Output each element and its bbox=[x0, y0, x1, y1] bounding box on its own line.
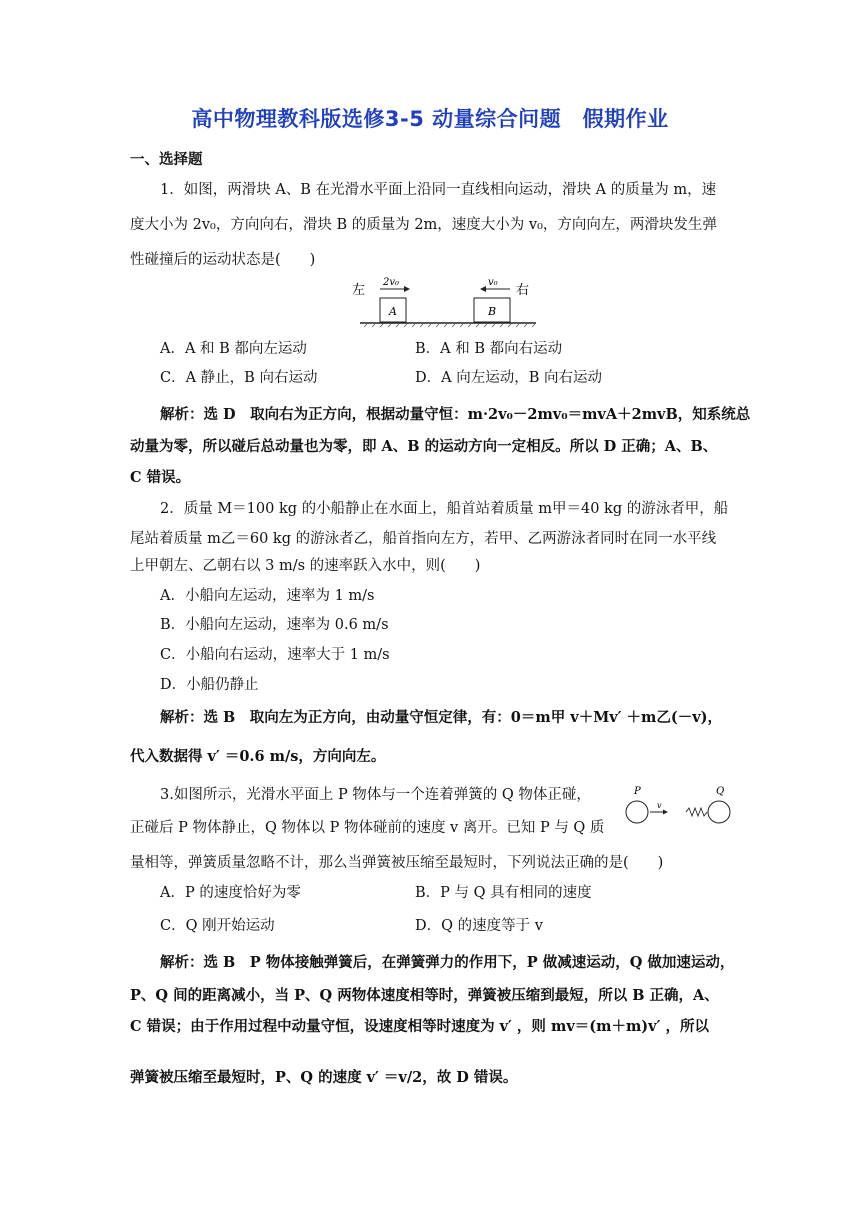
q3-text-line: 3.如图所示，光滑水平面上 P 物体与一个连着弹簧的 Q 物体正碰， bbox=[160, 787, 591, 803]
velocity-label: v bbox=[657, 801, 662, 810]
q2-option-c: C．小船向右运动，速率大于 1 m/s bbox=[160, 647, 390, 663]
q1-figure bbox=[350, 272, 550, 332]
q2-solution-line: 代入数据得 v′ ＝0.6 m/s，方向向左。 bbox=[130, 748, 386, 765]
q3-figure bbox=[620, 784, 740, 834]
label-p: P bbox=[634, 786, 641, 797]
q2-option-b: B．小船向左运动，速率为 0.6 m/s bbox=[160, 617, 389, 633]
block-b-label: B bbox=[488, 305, 497, 318]
q3-text-line: 量相等，弹簧质量忽略不计，那么当弹簧被压缩至最短时，下列说法正确的是( ) bbox=[130, 855, 664, 871]
q1-option-b: B．A 和 B 都向右运动 bbox=[415, 341, 563, 357]
q1-option-d: D．A 向左运动，B 向右运动 bbox=[415, 370, 602, 386]
block-a-label: A bbox=[389, 305, 397, 318]
q1-text-line: 度大小为 2v₀，方向向右，滑块 B 的质量为 2m，速度大小为 v₀，方向向左，两滑块发生弹 bbox=[130, 217, 717, 233]
q1-solution-line: 动量为零，所以碰后总动量也为零，即 A、B 的运动方向一定相反。所以 D 正确；A、B、 bbox=[130, 438, 718, 455]
q3-solution-line: 解析：选 B P 物体接触弹簧后，在弹簧弹力的作用下，P 做减速运动，Q 做加速运动， bbox=[160, 954, 735, 971]
q3-option-c: C．Q 刚开始运动 bbox=[160, 918, 275, 934]
q3-solution-line: P、Q 间的距离减小，当 P、Q 两物体速度相等时，弹簧被压缩到最短，所以 B 正确，A、 bbox=[130, 987, 719, 1004]
object-q bbox=[708, 801, 730, 823]
spring bbox=[686, 808, 707, 816]
q3-solution-line: C 错误；由于作用过程中动量守恒，设速度相等时速度为 v′ ，则 mv＝(m＋m)v′ ，所以 bbox=[130, 1018, 709, 1035]
label-right: 右 bbox=[516, 283, 530, 298]
q2-solution-line: 解析：选 B 取向左为正方向，由动量守恒定律，有：0＝m甲 v＋Mv′ ＋m乙(－v)， bbox=[160, 709, 723, 726]
q1-text-line: 性碰撞后的运动状态是( ) bbox=[130, 252, 316, 268]
object-p bbox=[626, 801, 648, 823]
q3-option-b: B．P 与 Q 具有相同的速度 bbox=[415, 885, 592, 901]
q1-option-a: A．A 和 B 都向左运动 bbox=[160, 341, 307, 357]
page-title: 高中物理教科版选修3-5 动量综合问题 假期作业 bbox=[191, 107, 669, 131]
label-q: Q bbox=[716, 786, 725, 797]
label-left: 左 bbox=[352, 283, 366, 298]
q2-option-d: D．小船仍静止 bbox=[160, 677, 259, 693]
velocity-b-label: v₀ bbox=[488, 277, 498, 288]
q2-text-line: 2．质量 M＝100 kg 的小船静止在水面上，船首站着质量 m甲＝40 kg 的游泳者甲，船 bbox=[160, 501, 729, 517]
q1-option-c: C．A 静止，B 向右运动 bbox=[160, 370, 318, 386]
q2-option-a: A．小船向左运动，速率为 1 m/s bbox=[160, 588, 375, 604]
section-heading: 一、选择题 bbox=[130, 152, 203, 168]
velocity-a-label: 2v₀ bbox=[383, 277, 400, 288]
q3-text-line: 正碰后 P 物体静止，Q 物体以 P 物体碰前的速度 v 离开。已知 P 与 Q 质 bbox=[130, 820, 605, 836]
q1-text-line: 1．如图，两滑块 A、B 在光滑水平面上沿同一直线相向运动，滑块 A 的质量为 m，速 bbox=[160, 182, 717, 198]
q1-solution-line: 解析：选 D 取向右为正方向，根据动量守恒：m·2v₀－2mv₀＝mvA＋2mvB，知系统总 bbox=[160, 406, 751, 423]
q3-solution-line: 弹簧被压缩至最短时，P、Q 的速度 v′ ＝v/2，故 D 错误。 bbox=[130, 1069, 518, 1086]
q2-text-line: 上甲朝左、乙朝右以 3 m/s 的速率跃入水中，则( ) bbox=[130, 558, 481, 574]
q3-option-a: A．P 的速度恰好为零 bbox=[160, 885, 301, 901]
q1-solution-line: C 错误。 bbox=[130, 469, 191, 486]
q2-text-line: 尾站着质量 m乙＝60 kg 的游泳者乙，船首指向左方，若甲、乙两游泳者同时在同一水平线 bbox=[130, 531, 717, 547]
q3-option-d: D．Q 的速度等于 v bbox=[415, 918, 543, 934]
